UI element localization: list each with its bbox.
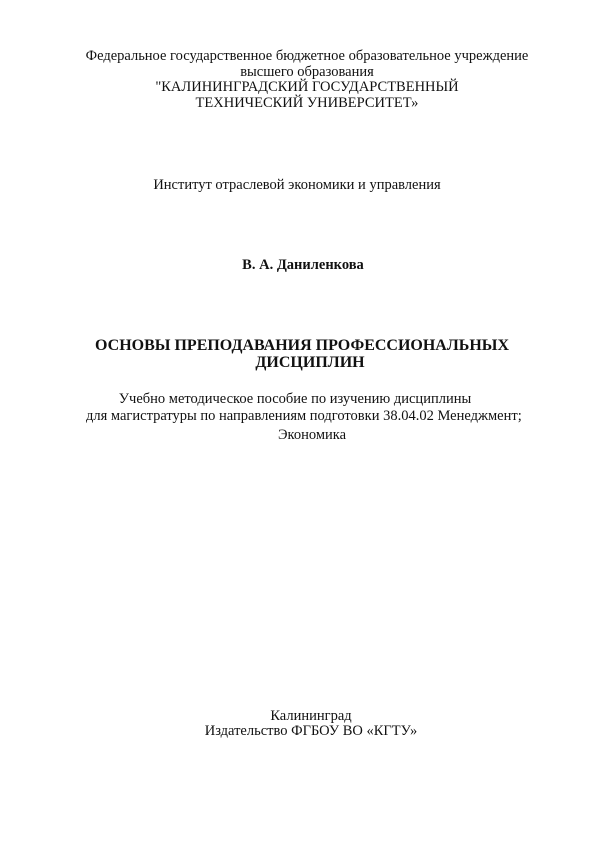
publisher-name: Издательство ФГБОУ ВО «КГТУ» [204, 723, 418, 739]
subtitle-line: Экономика [277, 427, 347, 443]
document-title-line: ДИСЦИПЛИН [255, 354, 365, 371]
university-name-line: "КАЛИНИНГРАДСКИЙ ГОСУДАРСТВЕННЫЙ [155, 79, 459, 95]
subtitle-line: для магистратуры по направлениям подготовки 38.04.02 Менеджмент; [86, 408, 522, 424]
publication-city: Калининград [270, 708, 352, 724]
university-name-line: ТЕХНИЧЕСКИЙ УНИВЕРСИТЕТ» [195, 95, 419, 111]
organization-line: высшего образования [240, 64, 374, 80]
organization-line: Федеральное государственное бюджетное образовательное учреждение [85, 48, 529, 64]
subtitle-line: Учебно методическое пособие по изучению дисциплины [118, 391, 472, 407]
document-title-line: ОСНОВЫ ПРЕПОДАВАНИЯ ПРОФЕССИОНАЛЬНЫХ [95, 337, 510, 354]
author-name: В. А. Даниленкова [242, 257, 364, 273]
institute-name: Институт отраслевой экономики и управления [153, 177, 441, 193]
